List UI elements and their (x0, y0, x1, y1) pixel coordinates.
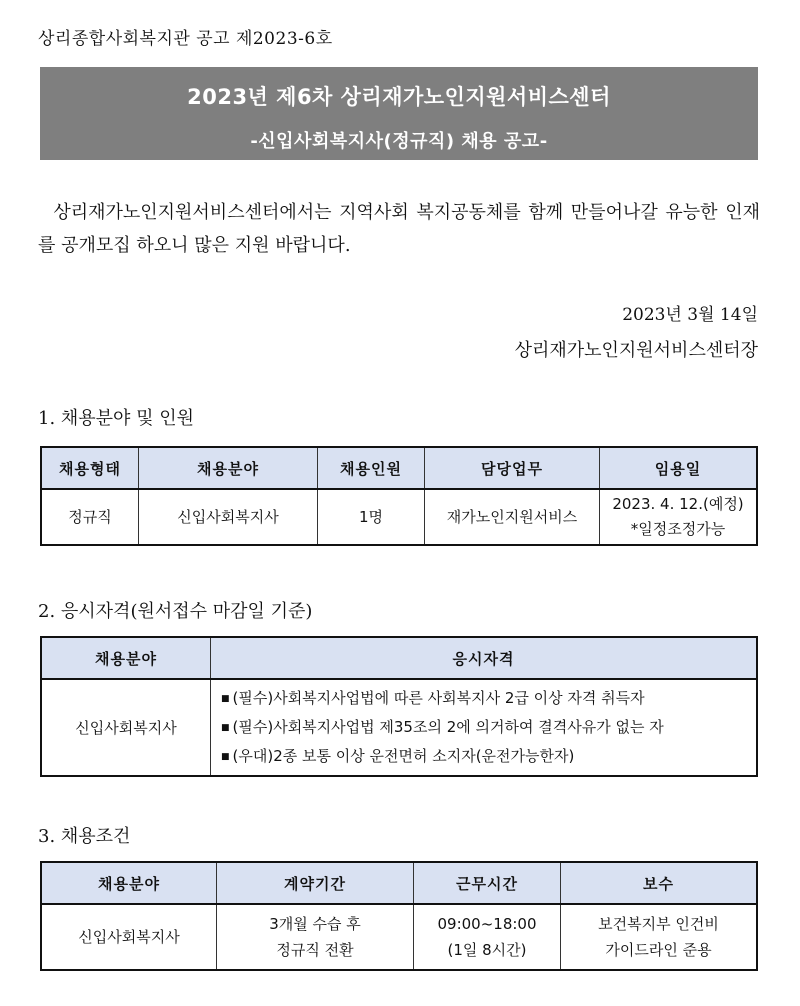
table-row (41, 904, 757, 970)
table-header-cell: 채용인원 (318, 447, 425, 489)
announcement-subtitle: -신입사회복지사(정규직) 채용 공고- (250, 131, 548, 152)
field-cell: 신입사회복지사 (41, 679, 211, 776)
requirement-text: (필수)사회복지사업법에 따른 사회복지사 2급 이상 자격 취득자 (232, 689, 645, 707)
hours-line: (1일 8시간) (447, 941, 527, 959)
table-header-row (41, 862, 757, 904)
field-cell: 신입사회복지사 (41, 904, 217, 970)
table-header-row (41, 447, 757, 489)
table-header-row (41, 637, 757, 679)
hours-cell (414, 904, 561, 970)
bullet-icon: ■ (221, 694, 230, 704)
table-header-cell: 담당업무 (425, 447, 600, 489)
requirement-item (221, 684, 748, 713)
table-header-cell: 계약기간 (217, 862, 414, 904)
contract-cell (217, 904, 414, 970)
pay-cell (561, 904, 758, 970)
section-title-conditions: 3. 채용조건 (38, 826, 131, 847)
section-title-recruitment: 1. 채용분야 및 인원 (38, 408, 195, 429)
start-date-cell (600, 489, 758, 545)
requirement-item (221, 713, 748, 742)
start-date-note: *일정조정가능 (630, 520, 726, 538)
requirement-text: (필수)사회복지사업법 제35조의 2에 의거하여 결격사유가 없는 자 (232, 718, 664, 736)
bullet-icon: ■ (221, 723, 230, 733)
duty-cell: 재가노인지원서비스 (425, 489, 600, 545)
start-date: 2023. 4. 12.(예정) (612, 495, 744, 513)
table-row (41, 489, 757, 545)
bullet-icon: ■ (221, 752, 230, 762)
table-header-cell: 보수 (561, 862, 758, 904)
employment-type-cell: 정규직 (41, 489, 139, 545)
table-header-cell: 채용분야 (41, 862, 217, 904)
table-header-cell: 채용분야 (139, 447, 318, 489)
table-row (41, 679, 757, 776)
field-cell: 신입사회복지사 (139, 489, 318, 545)
contract-line: 3개월 수습 후 (269, 915, 361, 933)
announcement-title: 2023년 제6차 상리재가노인지원서비스센터 (187, 85, 611, 109)
table-header-cell: 채용분야 (41, 637, 211, 679)
hours-line: 09:00~18:00 (437, 915, 537, 933)
conditions-table (40, 861, 758, 971)
table-header-cell: 응시자격 (211, 637, 758, 679)
announcement-number: 상리종합사회복지관 공고 제2023-6호 (38, 29, 333, 49)
section-title-qualifications: 2. 응시자격(원서접수 마감일 기준) (38, 601, 313, 622)
table-header-cell: 근무시간 (414, 862, 561, 904)
requirement-text: (우대)2종 보통 이상 운전면허 소지자(운전가능한자) (232, 747, 575, 765)
pay-line: 보건복지부 인건비 (598, 915, 719, 933)
table-header-cell: 채용형태 (41, 447, 139, 489)
issuer-name: 상리재가노인지원서비스센터장 (514, 340, 758, 361)
requirement-item (221, 742, 748, 771)
title-banner (40, 67, 758, 160)
recruitment-table (40, 446, 758, 546)
intro-text: 상리재가노인지원서비스센터에서는 지역사회 복지공동체를 함께 만들어나갈 유능한 인재를 공개모집 하오니 많은 지원 바랍니다. (38, 202, 760, 256)
requirements-cell (211, 679, 758, 776)
contract-line: 정규직 전환 (276, 941, 354, 959)
headcount-cell: 1명 (318, 489, 425, 545)
intro-paragraph (38, 196, 760, 262)
announcement-date: 2023년 3월 14일 (622, 305, 758, 325)
qualifications-table (40, 636, 758, 777)
table-header-cell: 임용일 (600, 447, 758, 489)
pay-line: 가이드라인 준용 (605, 941, 712, 959)
